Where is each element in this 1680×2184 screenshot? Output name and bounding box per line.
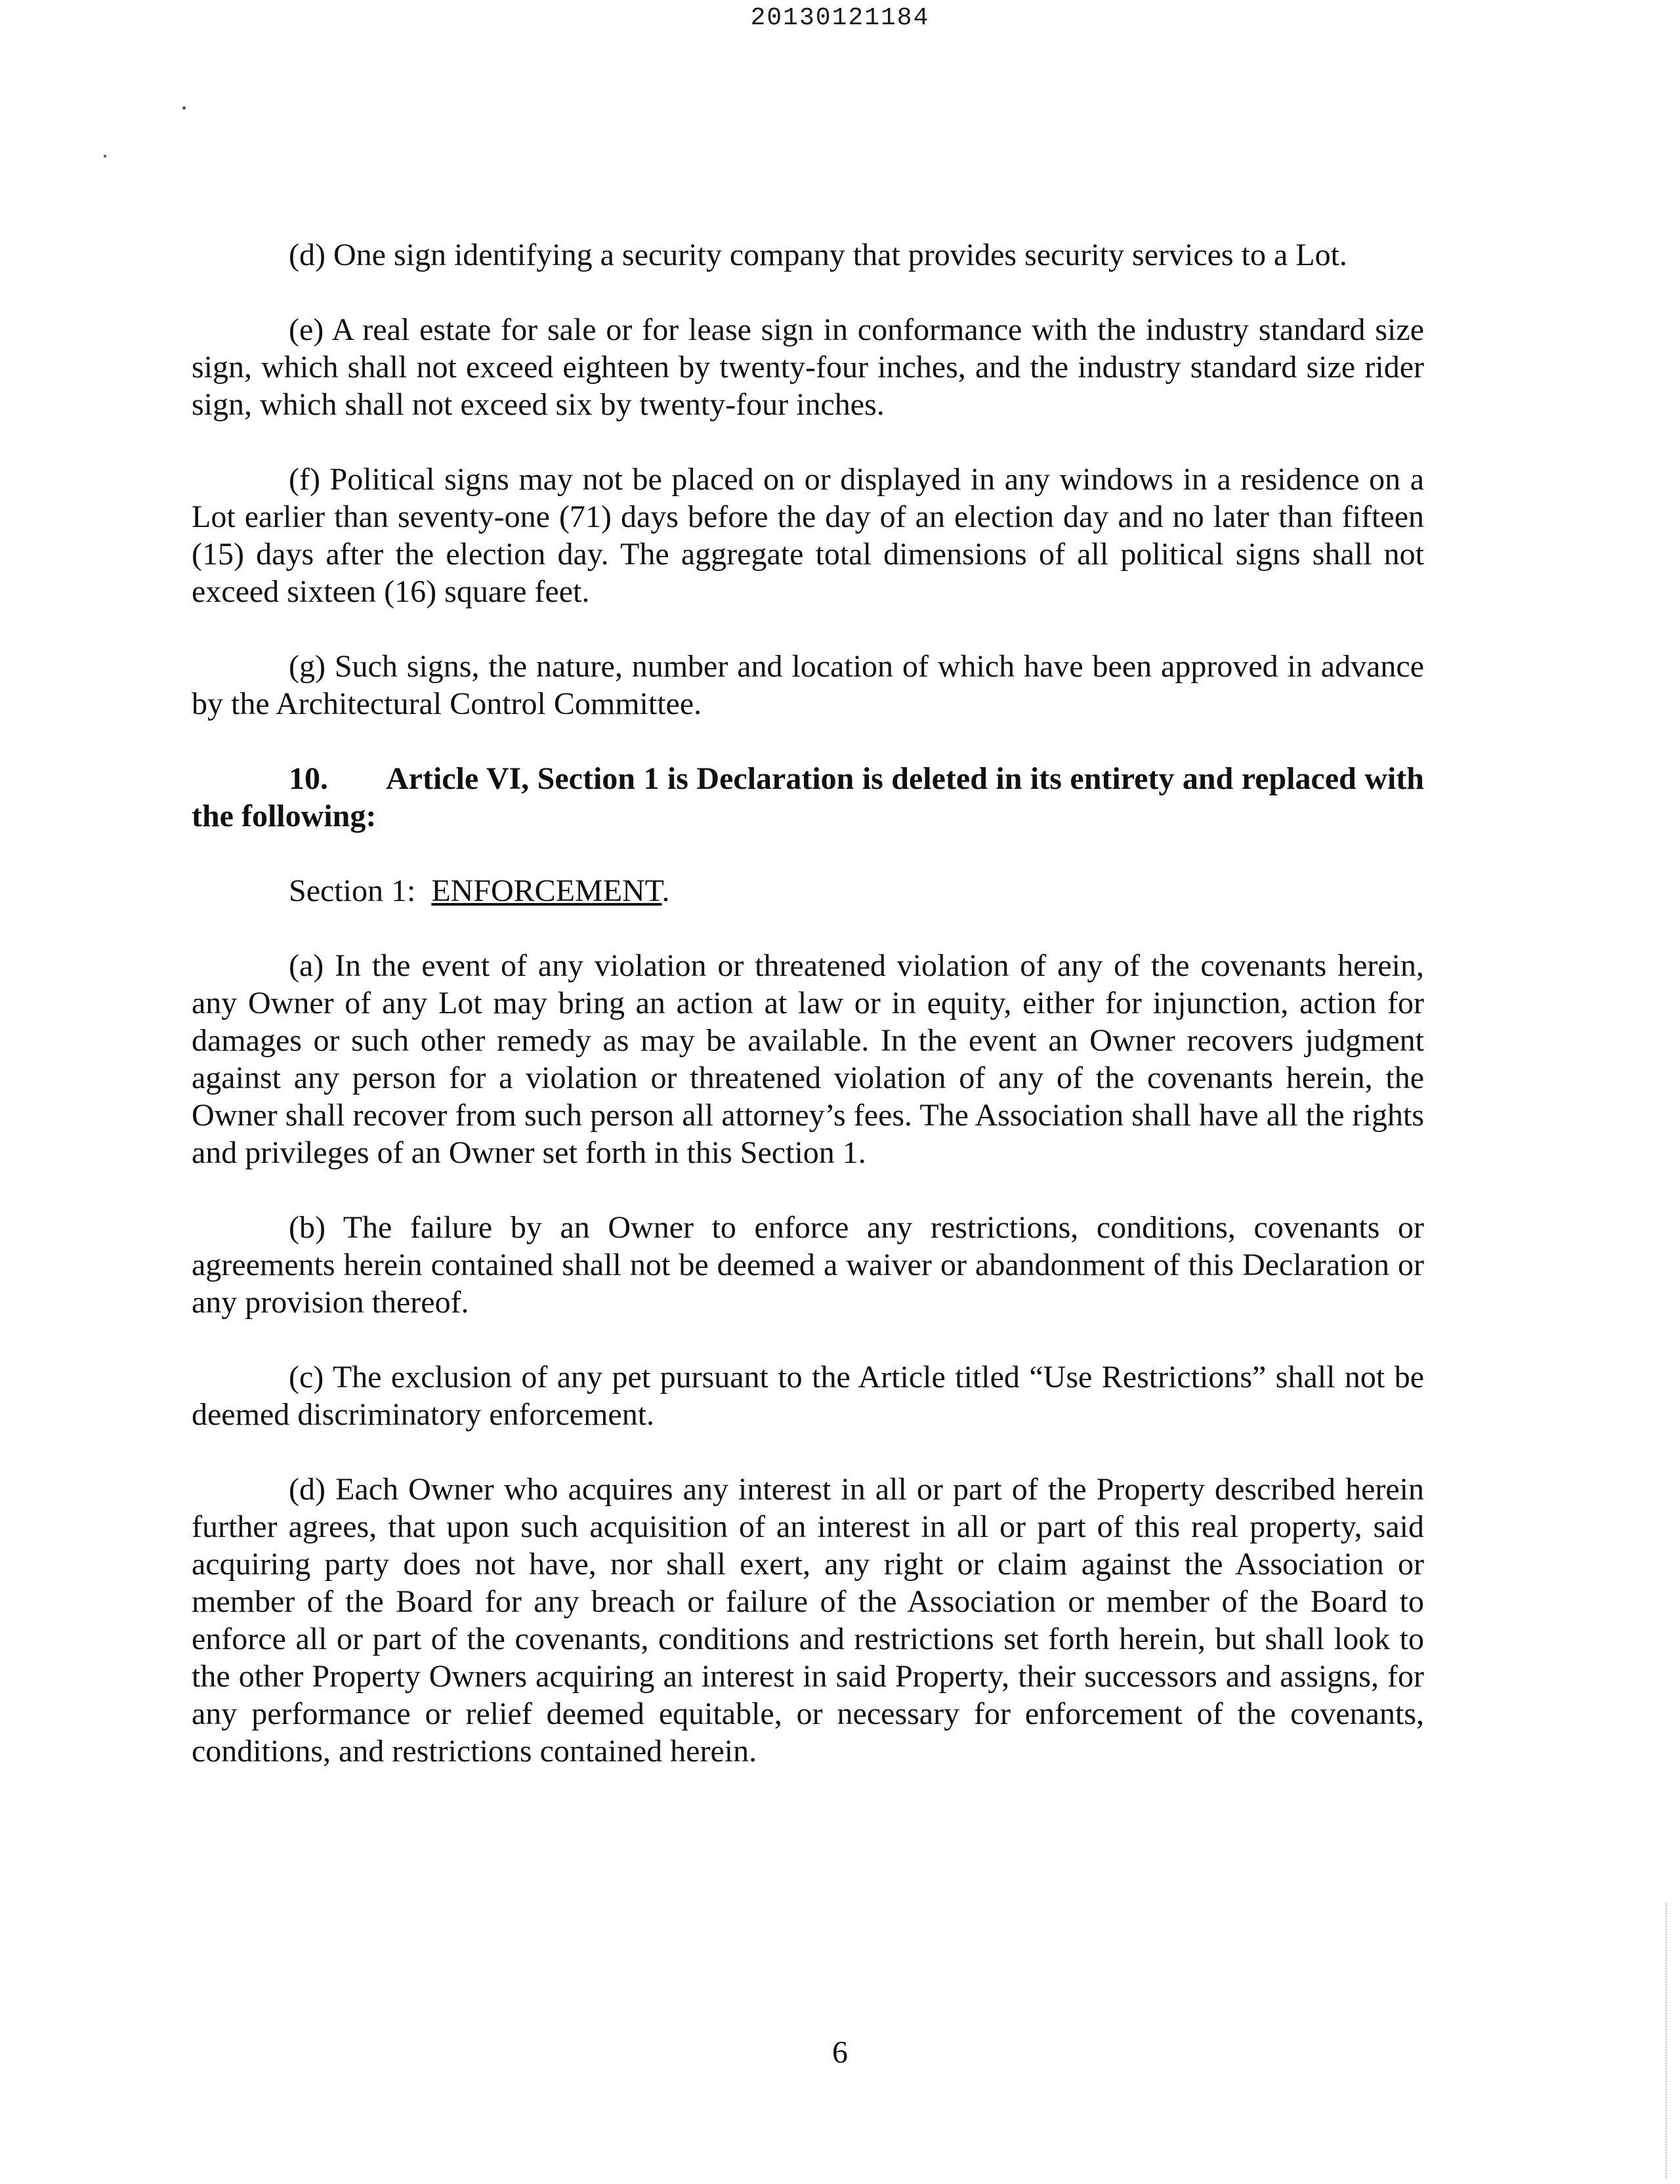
paragraph-enforcement-c: (c) The exclusion of any pet pursuant to the Article titled “Use Restrictions” shall not be deemed discriminatory enforcement. [192, 1360, 1424, 1432]
section-1-title: ENFORCEMENT [431, 873, 662, 908]
page-number: 6 [832, 2035, 848, 2070]
scan-edge-mark [1664, 1903, 1667, 2179]
paragraph-g-approved-signs: (g) Such signs, the nature, number and location of which have been approved in advance by the Architectural Control Committee. [192, 649, 1424, 721]
paragraph-enforcement-b: (b) The failure by an Owner to enforce any restrictions, conditions, covenants or agreements herein contained shall not be deemed a waiver or abandonment of this Declaration or any provision thereof. [192, 1210, 1424, 1320]
heading-10 [192, 760, 1424, 835]
heading-10-number: 10. [289, 761, 328, 796]
paragraph-d-security-sign: (d) One sign identifying a security company that provides security services to a Lot. [289, 238, 1347, 272]
paragraph-e-real-estate-sign: (e) A real estate for sale or for lease sign in conformance with the industry standard size sign, which shall not exceed eighteen by twenty-four inches, and the industry standard size rider sign, which shall not exceed six by twenty-four inches. [192, 312, 1424, 422]
section-1-label: Section 1: [289, 873, 416, 908]
document-number: 20130121184 [750, 4, 930, 32]
scan-speck [104, 155, 106, 158]
paragraph-enforcement-a: (a) In the event of any violation or threatened violation of any of the covenants herein, any Owner of any Lot may bring an action at law or in equity, either for injunction, action for damages or such other remedy as may be available. In the event an Owner recovers judgment against any person for a violation or threatened violation of any of the covenants herein, the Owner shall recover from such person all attorney’s fees. The Association shall have all the rights and privileges of an Owner set forth in this Section 1. [192, 948, 1424, 1170]
scan-speck [182, 106, 186, 110]
document-body [192, 236, 1424, 1807]
section-1-heading [289, 872, 1424, 910]
heading-10-text: Article VI, Section 1 is Declaration is deleted in its entirety and replaced with the following: [192, 761, 1424, 833]
paragraph-enforcement-d: (d) Each Owner who acquires any interest in all or part of the Property described herein further agrees, that upon such acquisition of an interest in all or part of this real property, said acquiring party does not have, nor shall exert, any right or claim against the Association or member of the Board for any breach or failure of the Association or member of the Board to enforce all or part of the covenants, conditions and restrictions set forth herein, but shall look to the other Property Owners acquiring an interest in said Property, their successors and assigns, for any performance or relief deemed equitable, or necessary for enforcement of the covenants, conditions, and restrictions contained herein. [192, 1472, 1424, 1769]
paragraph-f-political-signs: (f) Political signs may not be placed on or displayed in any windows in a residence on a Lot earlier than seventy-one (71) days before the day of an election day and no later than fifteen (15) days after the election day. The aggregate total dimensions of all political signs shall not exceed sixteen (16) square feet. [192, 462, 1424, 609]
section-1-title-suffix: . [662, 873, 670, 908]
